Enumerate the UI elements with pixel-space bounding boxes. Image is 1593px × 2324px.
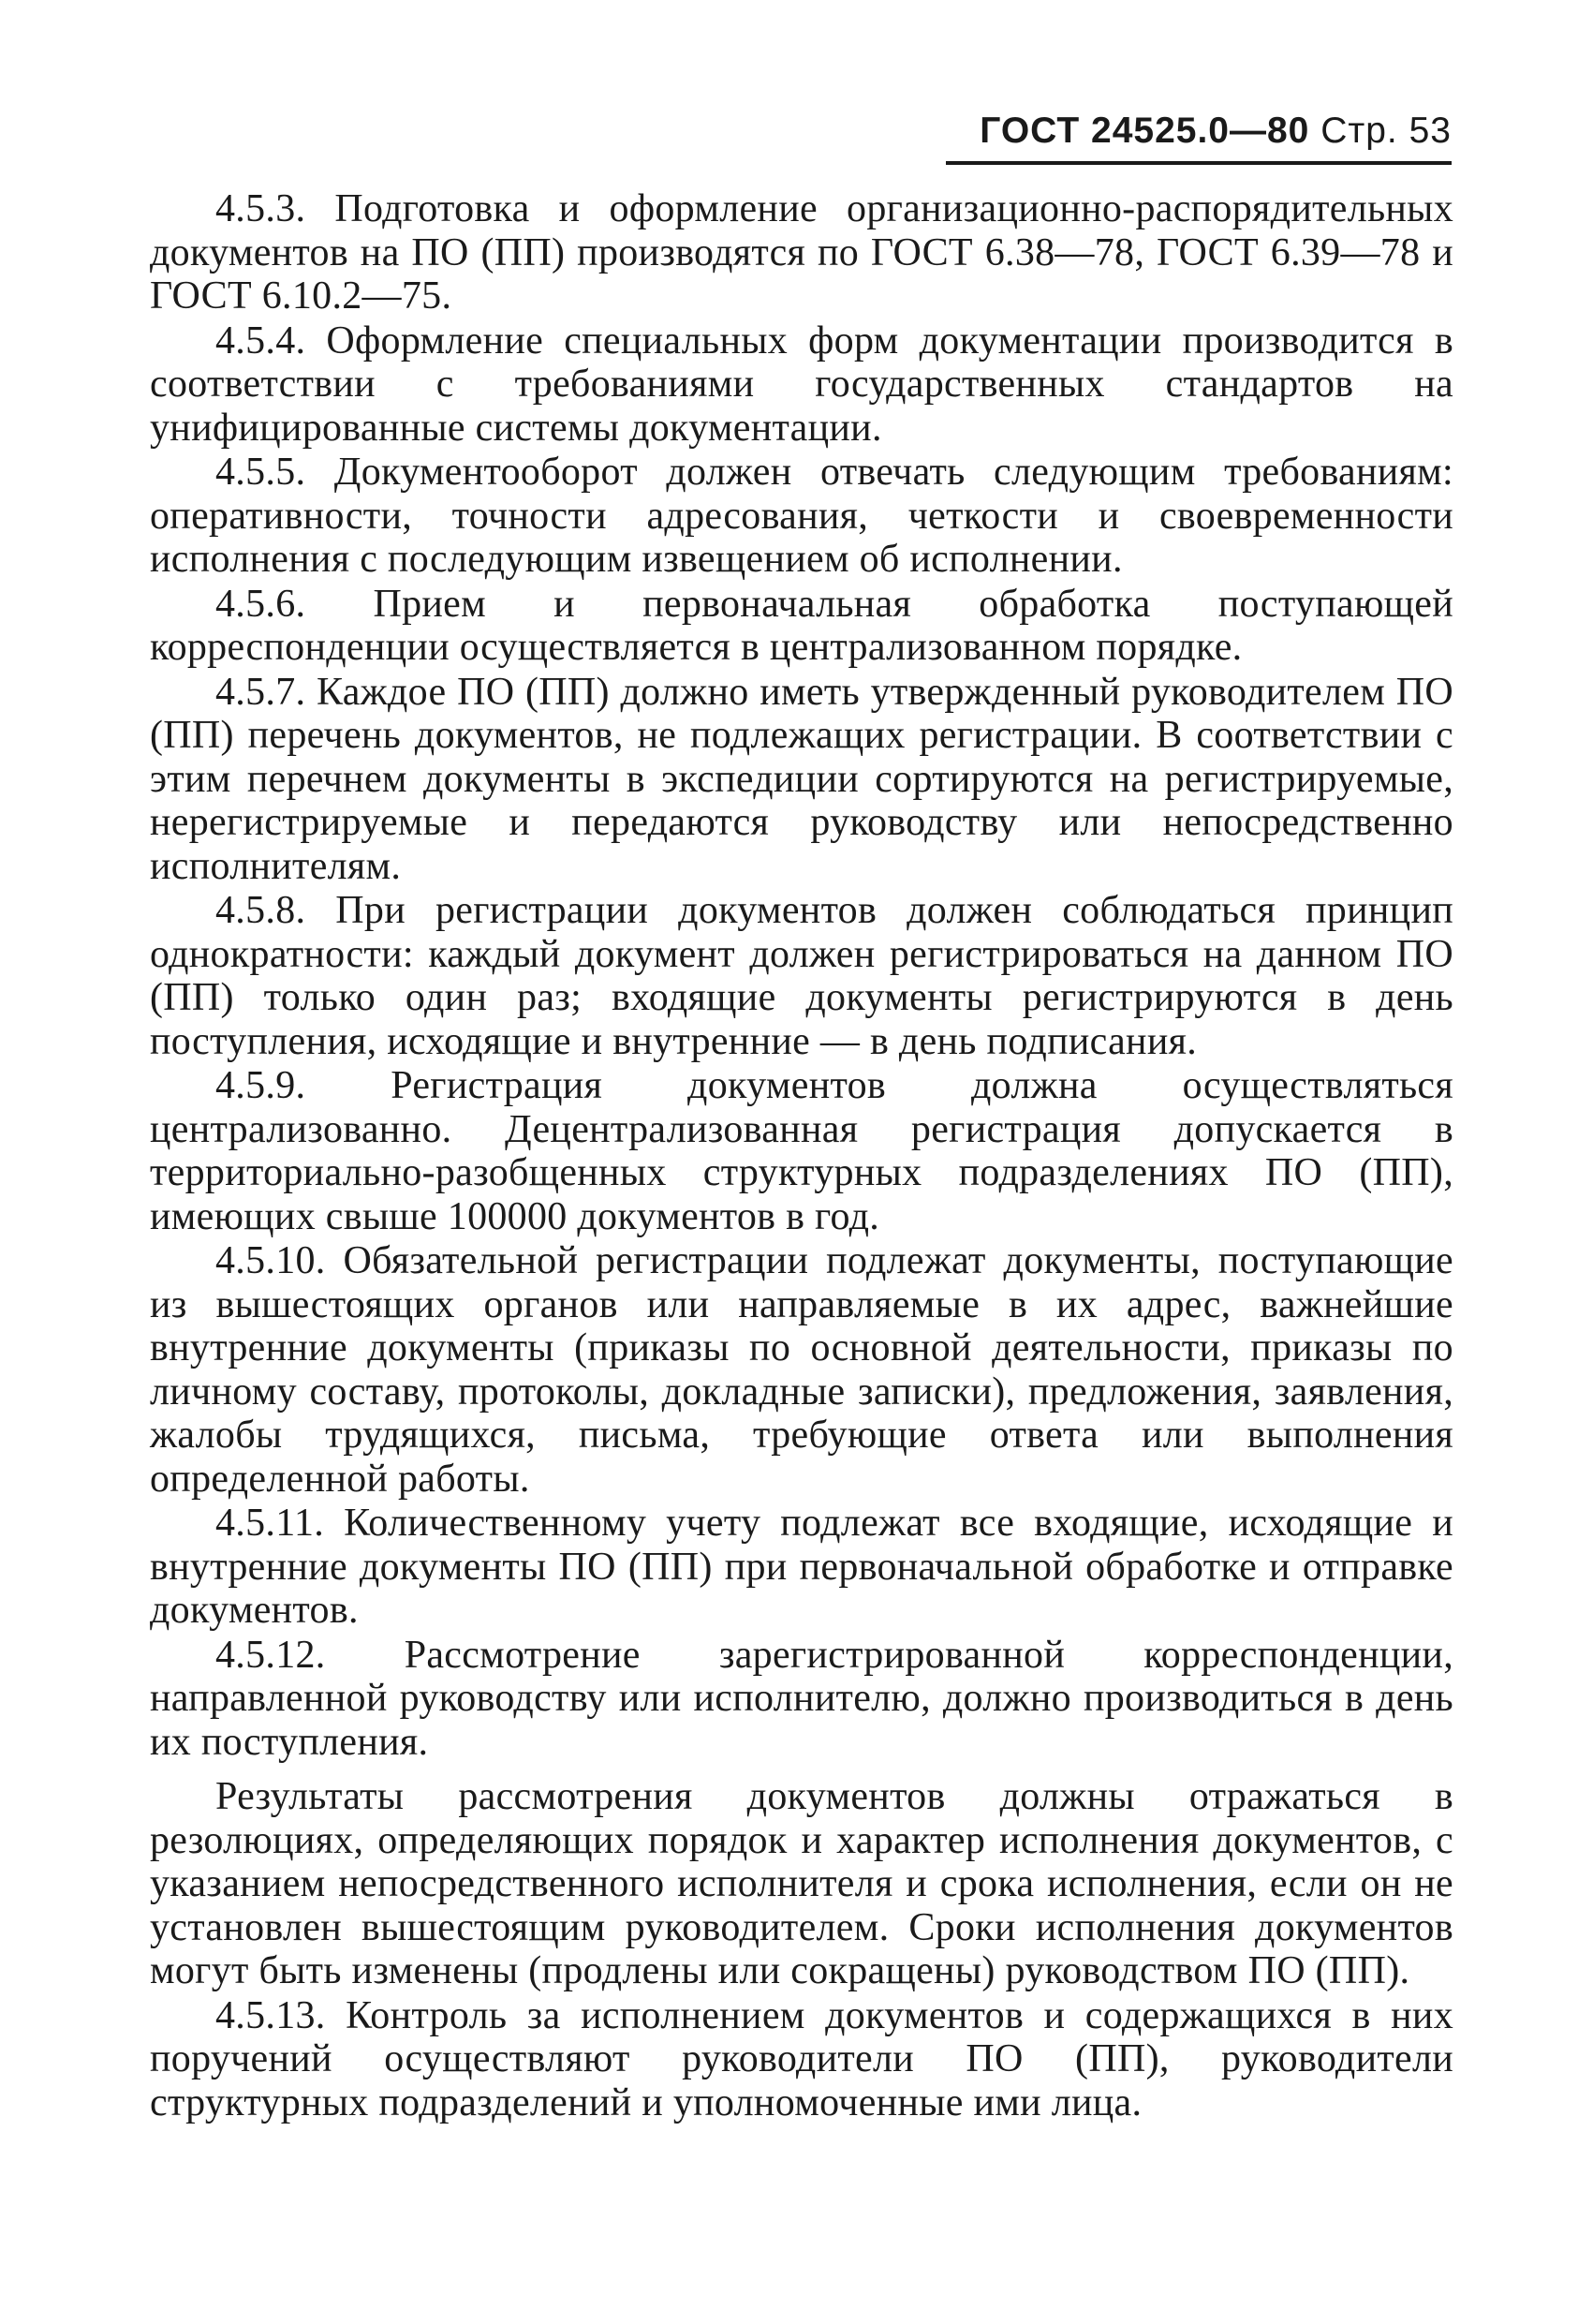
paragraph-4-5-8: 4.5.8. При регистрации документов должен соблюдаться принцип однократности: каждый документ должен регистрироваться на данном ПО (ПП) только один раз; входящие документы регистрируются в день поступления, исходящие и внутренние — в день подписания.: [150, 889, 1453, 1063]
paragraph-4-5-12: 4.5.12. Рассмотрение зарегистрированной корреспонденции, направленной руководству или исполнителю, должно производиться в день их поступления.: [150, 1633, 1453, 1764]
paragraph-4-5-7: 4.5.7. Каждое ПО (ПП) должно иметь утвержденный руководителем ПО (ПП) перечень документов, не подлежащих регистрации. В соответствии с этим перечнем документы в экспедиции сортируются на регистрируемые, нерегистрируемые и передаются руководству или непосредственно исполнителям.: [150, 670, 1453, 888]
paragraph-4-5-9: 4.5.9. Регистрация документов должна осуществляться централизованно. Децентрализованная регистрация допускается в территориально-разобщенных структурных подразделениях ПО (ПП), имеющих свыше 100000 документов в год.: [150, 1064, 1453, 1238]
paragraph-4-5-13: 4.5.13. Контроль за исполнением документов и содержащихся в них поручений осуществляют руководители ПО (ПП), руководители структурных подразделений и уполномоченные ими лица.: [150, 1993, 1453, 2124]
paragraph-4-5-4: 4.5.4. Оформление специальных форм документации производится в соответствии с требованиями государственных стандартов на унифицированные системы документации.: [150, 318, 1453, 450]
header-rule: [946, 161, 1452, 165]
paragraph-4-5-10: 4.5.10. Обязательной регистрации подлежат документы, поступающие из вышестоящих органов или направляемые в их адрес, важнейшие внутренние документы (приказы по основной деятельности, приказы по личному составу, протоколы, докладные записки), предложения, заявления, жалобы трудящихся, письма, требующие ответа или выполнения определенной работы.: [150, 1239, 1453, 1501]
page-number: Стр. 53: [1320, 111, 1452, 151]
paragraph-4-5-3: 4.5.3. Подготовка и оформление организационно-распорядительных документов на ПО (ПП) производятся по ГОСТ 6.38—78, ГОСТ 6.39—78 и ГОСТ 6.10.2—75.: [150, 187, 1453, 318]
standard-number: ГОСТ 24525.0—80: [980, 111, 1310, 151]
page-header: [946, 111, 1452, 152]
paragraph-4-5-5: 4.5.5. Документооборот должен отвечать следующим требованиям: оперативности, точности адресования, четкости и своевременности исполнения с последующим извещением об исполнении.: [150, 451, 1453, 581]
document-body: [150, 187, 1453, 2125]
paragraph-results: Результаты рассмотрения документов должны отражаться в резолюциях, определяющих порядок и характер исполнения документов, с указанием непосредственного исполнителя и срока исполнения, если он не установлен вышестоящим руководителем. Сроки исполнения документов могут быть изменены (продлены или сокращены) руководством ПО (ПП).: [150, 1775, 1453, 1992]
paragraph-4-5-11: 4.5.11. Количественному учету подлежат все входящие, исходящие и внутренние документы ПО (ПП) при первоначальной обработке и отправке документов.: [150, 1502, 1453, 1632]
paragraph-4-5-6: 4.5.6. Прием и первоначальная обработка поступающей корреспонденции осуществляется в централизованном порядке.: [150, 582, 1453, 669]
